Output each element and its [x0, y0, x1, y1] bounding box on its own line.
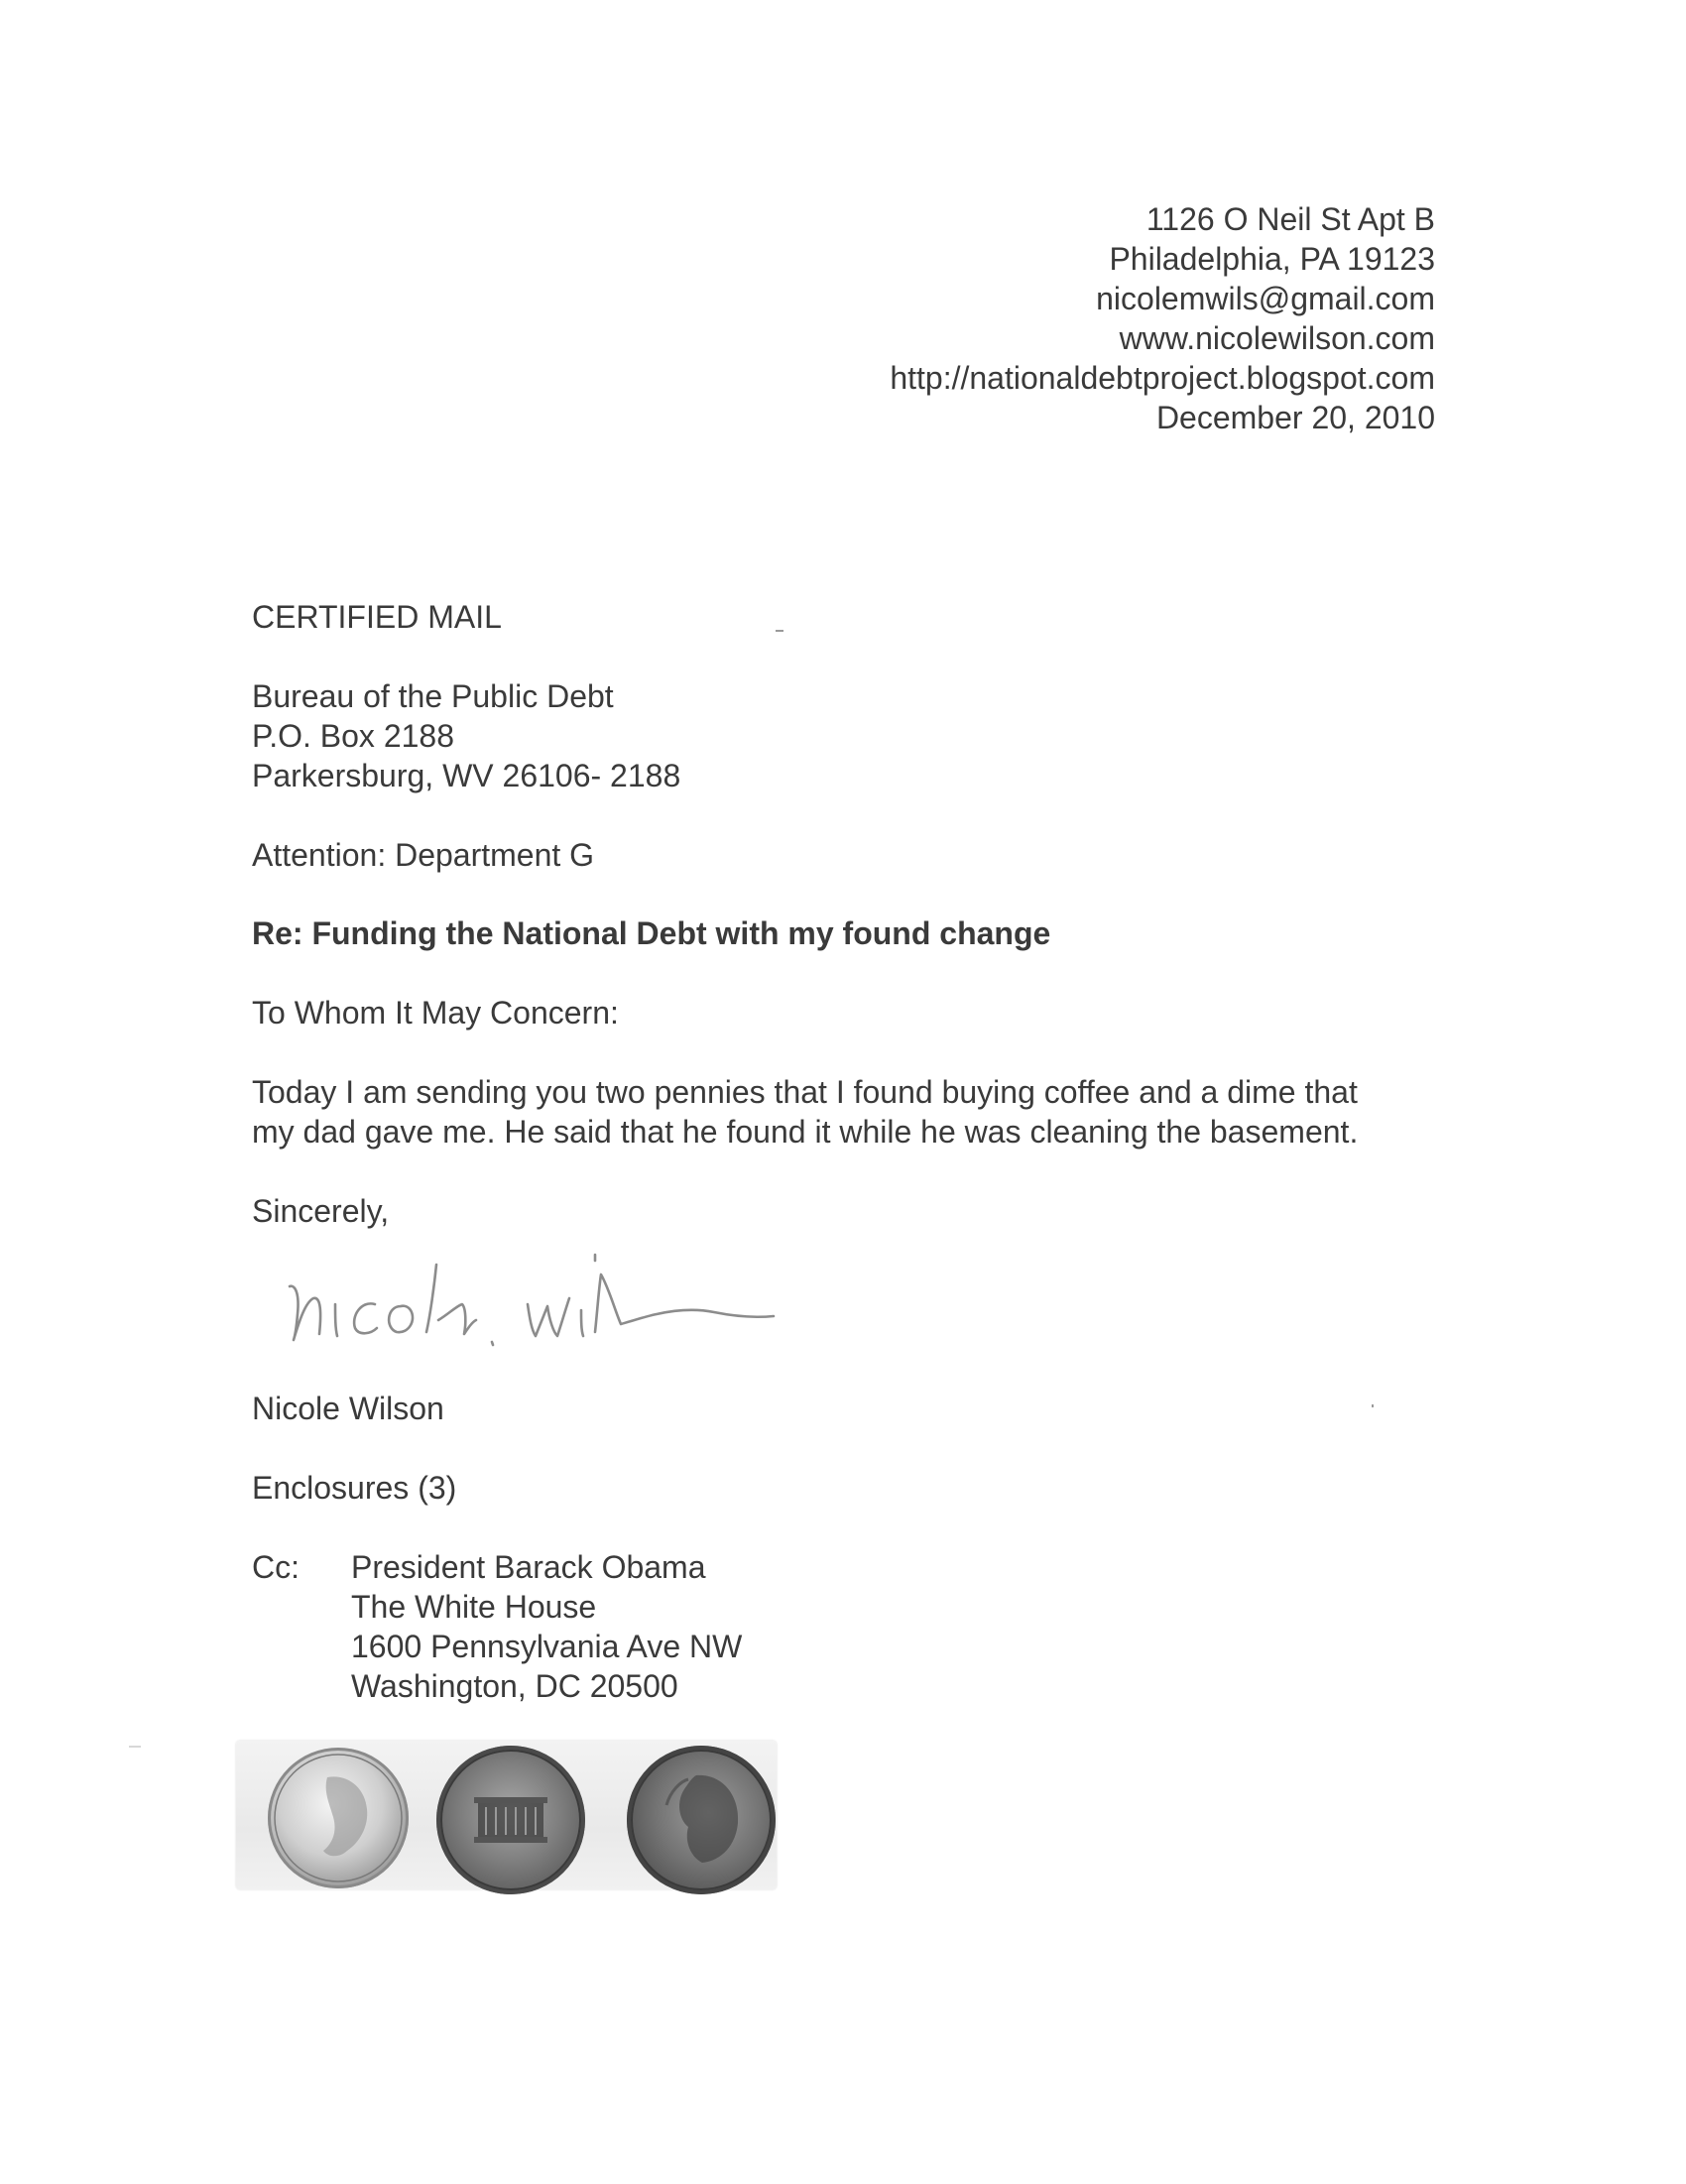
- penny-coin-obverse: [627, 1746, 776, 1894]
- dime-coin: [268, 1748, 409, 1888]
- cc-line-4: Washington, DC 20500: [351, 1668, 678, 1704]
- body-line-1: Today I am sending you two pennies that I found buying coffee and a dime that: [252, 1074, 1358, 1110]
- sender-city: Philadelphia, PA 19123: [1109, 241, 1435, 277]
- recipient-name: Bureau of the Public Debt: [252, 678, 614, 714]
- cc-label: Cc:: [252, 1549, 300, 1585]
- salutation: To Whom It May Concern:: [252, 995, 619, 1031]
- cc-line-3: 1600 Pennsylvania Ave NW: [351, 1629, 743, 1664]
- closing: Sincerely,: [252, 1193, 390, 1229]
- sender-website: www.nicolewilson.com: [1119, 320, 1435, 356]
- recipient-city: Parkersburg, WV 26106- 2188: [252, 758, 681, 793]
- enclosures-note: Enclosures (3): [252, 1470, 457, 1506]
- delivery-method: CERTIFIED MAIL: [252, 599, 502, 635]
- signer-name: Nicole Wilson: [252, 1391, 444, 1426]
- subject-line: Re: Funding the National Debt with my found change: [252, 915, 1051, 951]
- sender-email: nicolemwils@gmail.com: [1096, 281, 1435, 316]
- cc-line-2: The White House: [351, 1589, 597, 1625]
- handwritten-signature: [278, 1225, 803, 1364]
- cc-line-1: President Barack Obama: [351, 1549, 706, 1585]
- penny-coin-reverse: [436, 1746, 585, 1894]
- letter-date: December 20, 2010: [1155, 400, 1435, 435]
- sender-street: 1126 O Neil St Apt B: [1145, 201, 1435, 237]
- scan-speck: [1372, 1404, 1374, 1407]
- attention-line: Attention: Department G: [252, 837, 595, 873]
- recipient-box: P.O. Box 2188: [252, 718, 454, 754]
- scan-speck: [776, 630, 783, 632]
- sender-blog: http://nationaldebtproject.blogspot.com: [890, 360, 1435, 396]
- body-line-2: my dad gave me. He said that he found it while he was cleaning the basement.: [252, 1114, 1359, 1150]
- scan-speck: [129, 1746, 141, 1748]
